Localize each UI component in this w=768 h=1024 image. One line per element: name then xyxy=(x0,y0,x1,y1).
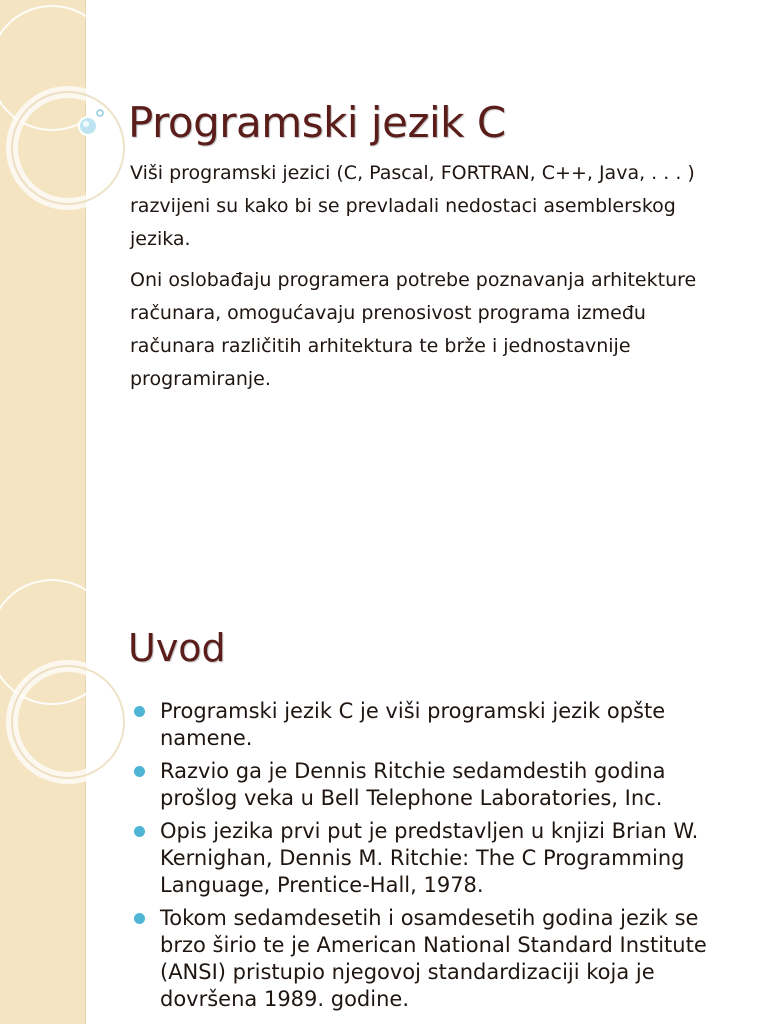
slide-uvod xyxy=(0,576,768,1024)
bullet-list xyxy=(130,698,740,1019)
paragraph-high-level-languages: Viši programski jezici (C, Pascal, FORTRAN, C++, Java, . . . ) razvijeni su kako bi se prevladali nedostaci asemblerskog jezika. xyxy=(130,162,695,250)
list-item xyxy=(130,758,740,812)
list-item xyxy=(130,905,740,1013)
decorative-rings xyxy=(0,0,140,260)
slide-title: Uvod xyxy=(128,626,226,670)
list-item-text: Tokom sedamdesetih i osamdesetih godina jezik se brzo širio te je American National Standard Institute (ANSI) pristupio njegovoj standardizaciji koja je dovršena 1989. godine. xyxy=(160,906,707,1011)
slide-body xyxy=(130,157,730,404)
bullet-dot-icon xyxy=(134,913,145,924)
list-item xyxy=(130,818,740,899)
list-item-text: Opis jezika prvi put je predstavljen u knjizi Brian W. Kernighan, Dennis M. Ritchie: The C Programming Language, Prentice-Hall, 1978. xyxy=(160,819,699,897)
bullet-dot-icon xyxy=(134,826,145,837)
list-item xyxy=(130,698,740,752)
decorative-rings xyxy=(0,576,140,836)
bullet-dot-icon xyxy=(134,766,145,777)
list-item-text: Programski jezik C je viši programski jezik opšte namene. xyxy=(160,699,666,750)
paragraph-benefits: Oni oslobađaju programera potrebe poznavanja arhitekture računara, omogućavaju prenosivost programa između računara različitih arhitektura te brže i jednostavnije programiranje. xyxy=(130,269,697,390)
bullet-dot-icon xyxy=(134,706,145,717)
list-item-text: Razvio ga je Dennis Ritchie sedamdestih godina prošlog veka u Bell Telephone Laboratories, Inc. xyxy=(160,759,666,810)
slide-title: Programski jezik C xyxy=(128,98,506,147)
